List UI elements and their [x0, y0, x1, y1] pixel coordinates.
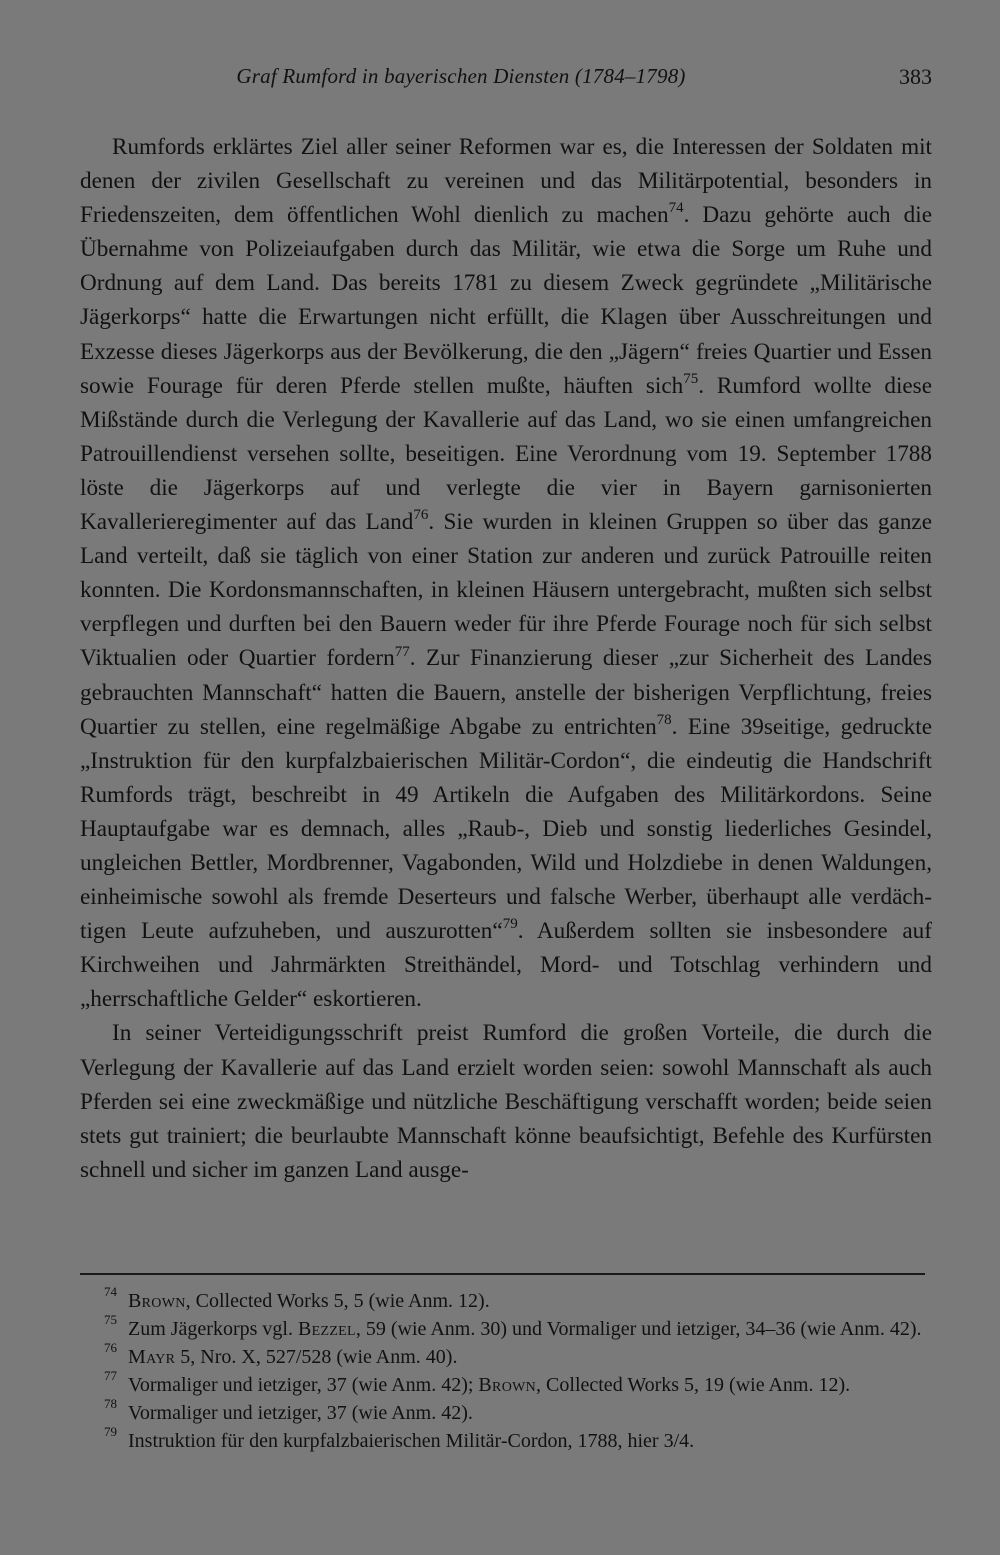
footnote-number: 74: [104, 1284, 117, 1299]
text-run: Vormaliger und ietziger, 37 (wie Anm. 42);: [128, 1374, 479, 1396]
author-name: Mayr: [128, 1346, 176, 1368]
text-run: . Dazu gehörte auch die Übernahme von Polizeiaufgaben durch das Militär, wie etwa die Sorge um Ruhe und Ordnung auf dem Land. Das bereits 1781 zu diesem Zweck gegründete „Militärische Jägerkorps“ hatte die Erwartungen nicht erfüllt, die Klagen über Ausschreitungen und Exzesse dieses Jägerkorps aus der Bevölkerung, die den „Jägern“ freies Quartier und Essen sowie Fourage für deren Pferde stellen mußte, häuften sich: [80, 202, 932, 399]
running-header: [80, 64, 932, 98]
footnote-text: [128, 1402, 473, 1424]
text-run: , 59 (wie Anm. 30) und Vormaliger und ietziger, 34–36 (wie Anm. 42).: [355, 1318, 922, 1340]
text-run: . Zur Finanzierung dieser „zur Sicherheit des Landes gebrauchten Mannschaft“ hatten die Bauern, anstelle der bisherigen Verpflichtung, freies Quartier zu stellen, eine regelmäßige Abgabe zu entrichten: [80, 645, 932, 740]
footnote-number: 77: [104, 1368, 117, 1383]
footnote-reference: 79: [502, 916, 518, 933]
text-run: Instruktion für den kurpfalzbaierischen Militär-Cordon, 1788, hier 3/4.: [128, 1430, 695, 1452]
paragraph: [80, 1016, 932, 1186]
text-run: . Eine 39seitige, gedruckte „Instruktion für den kurpfalzbaierischen Militär-Cordon“, die eindeutig die Handschrift Rumfords trägt, beschreibt in 49 Artikeln die Aufgaben des Militärkordons. Seine Hauptaufgabe war es demnach, alles „Raub-, Dieb und sonstig liederliches Gesindel, ungleichen Bettler, Mordbrenner, Vagabonden, Wild und Holzdiebe in denen Waldungen, einheimische sowohl als fremde Deserteurs und falsche Werber, überhaupt alle verdächtigen Leute aufzuheben, und auszurotten“: [80, 713, 932, 945]
author-name: Brown: [478, 1374, 537, 1396]
footnotes: [80, 1284, 925, 1456]
text-run: . Sie wurden in kleinen Gruppen so über das ganze Land verteilt, daß sie täglich von einer Station zur anderen und zurück Patrouille reiten konnten. Die Kordonsmannschaften, in kleinen Häusern untergebracht, mußten sich selbst verpflegen und durften bei den Bauern weder für ihre Pferde Fourage noch für sich selbst Viktualien oder Quartier fordern: [80, 509, 932, 672]
footnote-text: [128, 1318, 922, 1340]
footnote-text: [128, 1346, 457, 1368]
footnote-reference: 75: [683, 370, 699, 387]
footnote-separator-rule: [80, 1273, 925, 1275]
footnote: [80, 1340, 925, 1370]
text-run: , Collected Works 5, 5 (wie Anm. 12).: [185, 1290, 490, 1312]
text-run: Vormaliger und ietziger, 37 (wie Anm. 42).: [128, 1402, 473, 1424]
footnote-text: [128, 1290, 490, 1312]
footnote-reference: 74: [668, 200, 684, 217]
footnote: [80, 1368, 925, 1398]
text-run: 5, Nro. X, 527/528 (wie Anm. 40).: [175, 1346, 458, 1368]
page-number: 383: [899, 64, 932, 89]
text-run: . Rumford wollte diese Mißstände durch die Verlegung der Kavallerie auf das Land, wo sie einen umfangreichen Patrouillendienst versehen sollte, beseitigen. Eine Verordnung vom 19. September 1788 löste die Jägerkorps auf und verlegte die vier in Bayern garnisonierten Kavallerieregimenter auf das Land: [80, 372, 933, 536]
footnote-reference: 76: [413, 507, 429, 524]
footnote-reference: 77: [394, 643, 410, 660]
author-name: Brown: [128, 1290, 186, 1312]
text-run: Rumfords erklärtes Ziel aller seiner Reformen war es, die Interessen der Soldaten mit denen der zivilen Gesellschaft zu vereinen und das Militärpotential, besonders in Friedenszeiten, dem öffentlichen Wohl dienlich zu machen: [80, 134, 932, 229]
body-text: [80, 130, 932, 1187]
footnote: [80, 1396, 925, 1426]
text-run: In seiner Verteidigungsschrift preist Rumford die großen Vorteile, die durch die Verlegung der Kavallerie auf das Land erzielt worden seien: sowohl Mannschaft als auch Pferden sei eine zweckmäßige und nützliche Beschäftigung verschafft worden; beide seien stets gut trainiert; die beurlaubte Mannschaft könne beaufsichtigt, Befehle des Kurfürsten schnell und sicher im ganzen Land ausge-: [80, 1020, 932, 1183]
footnote-reference: 78: [656, 711, 672, 728]
footnote: [80, 1284, 925, 1314]
footnote-text: [128, 1430, 694, 1452]
footnote-number: 78: [104, 1396, 117, 1411]
author-name: Bezzel: [297, 1318, 356, 1340]
text-run: . Außerdem sollten sie insbesondere auf Kirchweihen und Jahrmärkten Streithändel, Mord- und Totschlag verhindern und „herrschaftliche Gelder“ eskortieren.: [80, 918, 932, 1013]
footnote-number: 76: [104, 1340, 117, 1355]
text-run: Zum Jägerkorps vgl.: [128, 1318, 298, 1340]
footnote: [80, 1312, 925, 1342]
footnote: [80, 1424, 925, 1454]
paragraph: [80, 130, 932, 1016]
footnote-text: [128, 1374, 850, 1396]
running-title: Graf Rumford in bayerischen Diensten (1784–1798): [236, 64, 686, 88]
footnote-number: 75: [104, 1312, 117, 1327]
text-run: , Collected Works 5, 19 (wie Anm. 12).: [536, 1374, 851, 1396]
footnote-number: 79: [104, 1424, 117, 1439]
